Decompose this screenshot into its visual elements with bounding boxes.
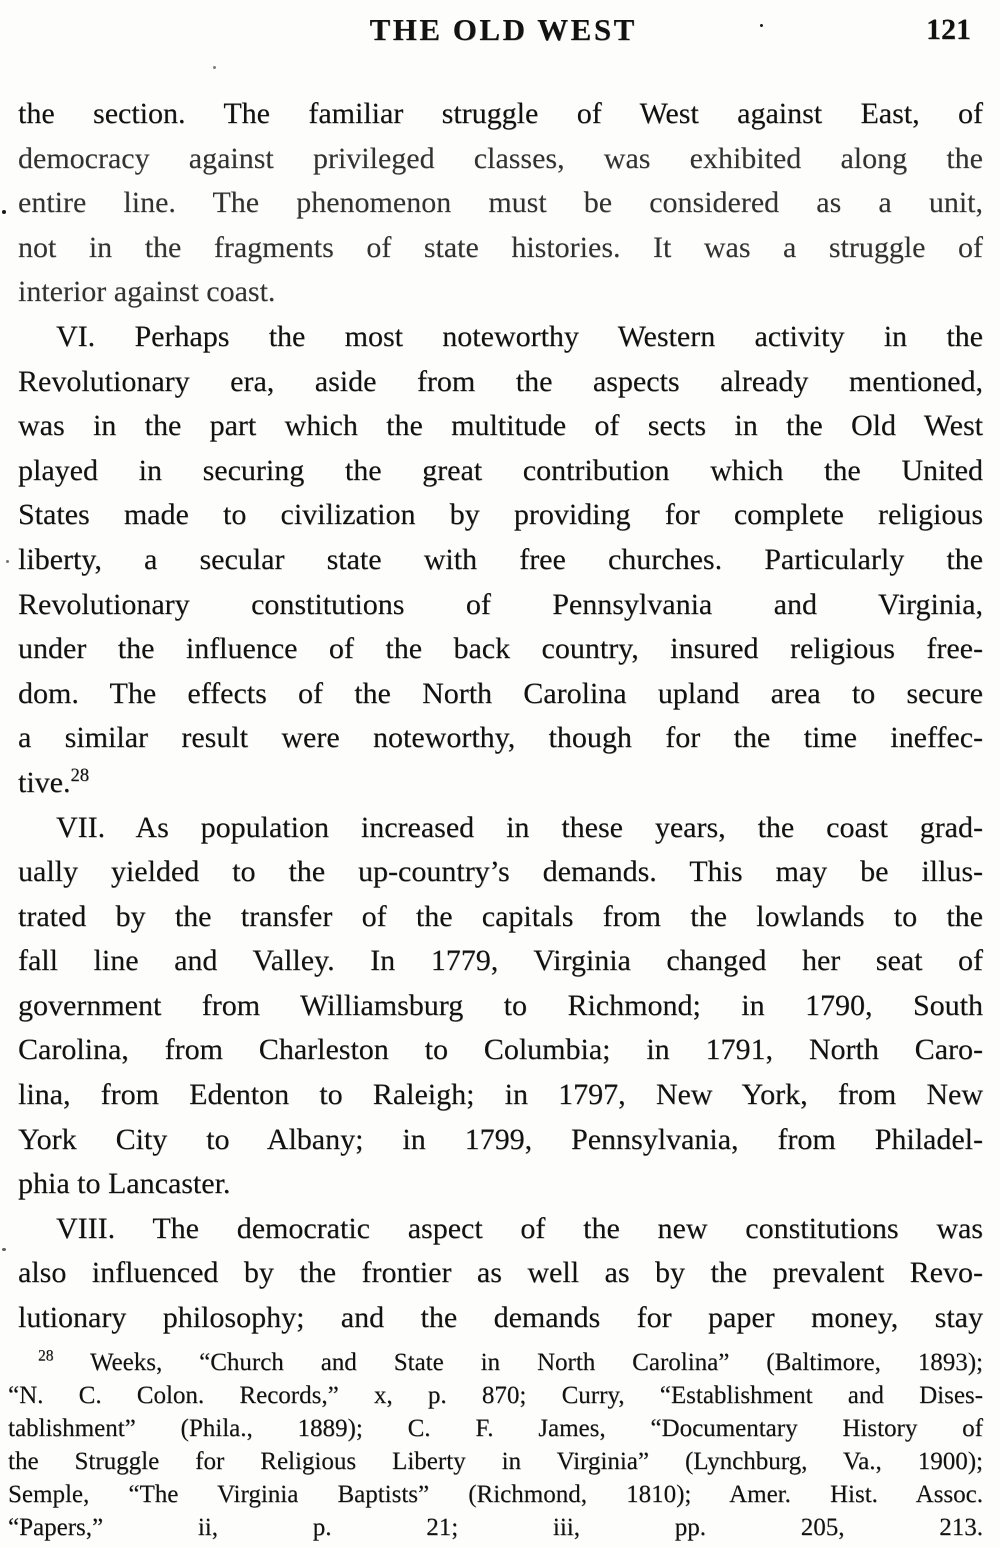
page-title: THE OLD WEST <box>369 12 637 47</box>
text-line: “N. C. Colon. Records,” x, p. 870; Curry, “Establishment and Dises- <box>8 1381 983 1409</box>
text-line: dom. The effects of the North Carolina upland area to secure <box>18 676 983 710</box>
paragraph <box>18 315 983 806</box>
text-line: phia to Lancaster. <box>18 1167 231 1201</box>
text-line: lina, from Edenton to Raleigh; in 1797, New York, from New <box>18 1078 983 1112</box>
scan-speck <box>6 560 9 563</box>
text-line: VII. As population increased in these years, the coast grad- <box>56 810 983 844</box>
text-line: was in the part which the multitude of sects in the Old West <box>18 409 983 443</box>
text-line: fall line and Valley. In 1779, Virginia changed her seat of <box>18 944 983 978</box>
text-line: trated by the transfer of the capitals from the lowlands to the <box>18 899 983 933</box>
scan-speck <box>2 1248 6 1251</box>
paragraph <box>18 92 983 315</box>
paragraph <box>18 1207 983 1341</box>
text-line: under the influence of the back country, insured religious free- <box>18 632 983 666</box>
text-line: the section. The familiar struggle of West against East, of <box>18 97 983 130</box>
page-header <box>18 12 983 48</box>
text-line: VIII. The democratic aspect of the new constitutions was <box>56 1211 983 1245</box>
scan-speck <box>760 24 763 27</box>
text-line: tive.$^{28}$ <box>18 764 90 799</box>
text-line: $^{28}$ Weeks, “Church and State in North Carolina” (Baltimore, 1893); <box>38 1347 983 1376</box>
paragraph <box>8 1346 983 1544</box>
text-line: Revolutionary constitutions of Pennsylvania and Virginia, <box>18 587 983 621</box>
text-line: lutionary philosophy; and the demands for paper money, stay <box>18 1301 983 1335</box>
text-line: played in securing the great contribution which the United <box>18 453 983 487</box>
text-line: democracy against privileged classes, was exhibited along the <box>18 141 983 175</box>
text-line: not in the fragments of state histories. It was a struggle of <box>18 230 983 264</box>
text-line: interior against coast. <box>18 275 276 309</box>
scan-speck <box>2 210 6 214</box>
paragraph <box>18 806 983 1207</box>
text-line: liberty, a secular state with free churches. Particularly the <box>18 542 983 576</box>
text-line: York City to Albany; in 1799, Pennsylvania, from Philadel- <box>18 1122 983 1156</box>
footnote <box>8 1346 983 1544</box>
text-line: “Papers,” ii, p. 21; iii, pp. 205, 213. <box>8 1513 983 1541</box>
text-line: a similar result were noteworthy, though for the time ineffec- <box>18 721 983 755</box>
text-line: Semple, “The Virginia Baptists” (Richmond, 1810); Amer. Hist. Assoc. <box>8 1480 983 1508</box>
text-line: ually yielded to the up-country’s demands. This may be illus- <box>18 855 983 889</box>
text-line: the Struggle for Religious Liberty in Virginia” (Lynchburg, Va., 1900); <box>8 1447 983 1475</box>
text-line: States made to civilization by providing for complete religious <box>18 498 983 532</box>
text-line: Carolina, from Charleston to Columbia; in 1791, North Caro- <box>18 1033 983 1067</box>
text-line: VI. Perhaps the most noteworthy Western activity in the <box>56 319 983 353</box>
text-line: entire line. The phenomenon must be considered as a unit, <box>18 186 983 220</box>
page-number: 121 <box>926 13 971 46</box>
text-line: tablishment” (Phila., 1889); C. F. James, “Documentary History of <box>8 1414 983 1442</box>
footnote-marker: 28 <box>70 764 90 786</box>
scan-speck <box>213 66 216 69</box>
text-line: government from Williamsburg to Richmond; in 1790, South <box>18 988 983 1022</box>
footnote-marker: 28 <box>38 1347 54 1365</box>
text-line: Revolutionary era, aside from the aspects already mentioned, <box>18 364 983 398</box>
page-body <box>18 92 983 1341</box>
text-line: also influenced by the frontier as well as by the prevalent Revo- <box>18 1256 983 1290</box>
